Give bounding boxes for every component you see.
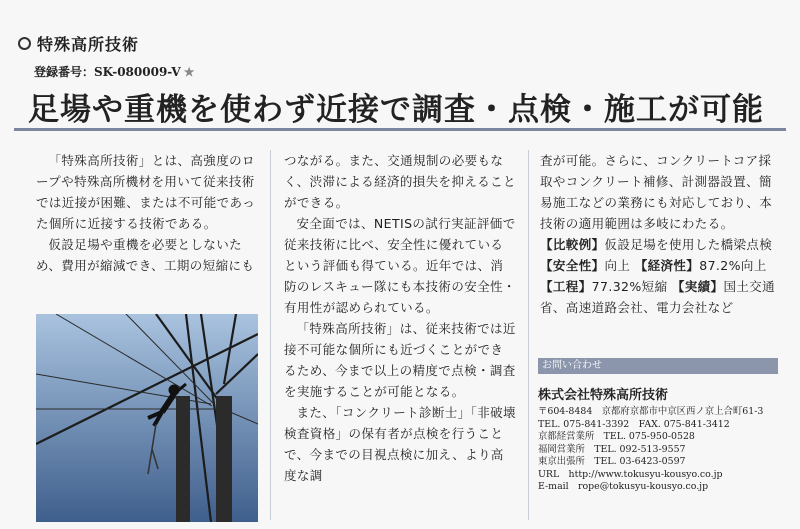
paragraph: 仮設足場や重機を必要としないため、費用が縮減でき、工期の短縮にも <box>36 237 255 273</box>
section-title <box>18 32 139 55</box>
phone-line: TEL. 075-841-3392 FAX. 075-841-3412 <box>538 418 730 430</box>
article-column-1 <box>36 150 258 276</box>
contact-header: お問い合わせ <box>538 358 778 374</box>
paragraph: 査が可能。さらに、コンクリートコア採取やコンクリート補修、計測器設置、簡易施工などの業務にも対応しており、本技術の適用範囲は多岐にわたる。 <box>540 153 773 231</box>
company-name: 株式会社特殊高所技術 <box>538 388 669 403</box>
economy-label: 【経済性】 <box>634 258 700 273</box>
comparison-text: 仮設足場を使用した橋梁点検 <box>604 237 773 252</box>
star-icon: ★ <box>183 65 195 79</box>
office-line: 東京出張所 TEL. 03-6423-0597 <box>538 456 686 467</box>
email-link[interactable]: E-mail rope@tokusyu-kousyo.co.jp <box>538 481 709 492</box>
schedule-text: 77.32%短縮 <box>591 279 668 294</box>
paragraph: つながる。また、交通規制の必要もなく、渋滞による経済的損失を抑えることができる。 <box>284 153 516 210</box>
safety-text: 向上 <box>604 258 631 273</box>
paragraph: また、「コンクリート診断士」「非破壊検査資格」の保有者が点検を行うことで、今までの目視点検に加え、より高度な調 <box>284 405 516 483</box>
rope-access-photo <box>36 314 258 522</box>
paragraph: 「特殊高所技術」とは、高強度のロープや特殊高所機材を用いて従来技術では近接が困難、または不可能であった個所に近接する技術である。 <box>36 153 256 231</box>
article-column-3 <box>540 150 780 318</box>
address-line: 〒604-8484 京都府京都市中京区西ノ京上合町61-3 <box>538 406 764 417</box>
paragraph: 「特殊高所技術」は、従来技術では近接不可能な個所にも近づくことができるため、今まで以上の精度で点検・調査を実施することが可能となる。 <box>284 321 516 399</box>
url-link[interactable]: URL http://www.tokusyu-kousyo.co.jp <box>538 468 723 480</box>
article-column-2 <box>284 150 516 486</box>
contact-details <box>538 406 788 494</box>
economy-text: 87.2%向上 <box>699 258 767 273</box>
office-line: 京都経営業所 TEL. 075-950-0528 <box>538 431 695 442</box>
headline-divider <box>14 128 786 131</box>
results-label: 【実績】 <box>671 279 724 294</box>
office-line: 福岡営業所 TEL. 092-513-9557 <box>538 443 686 455</box>
results-text: 国土交通省、高速道路会社、電力会社など <box>540 279 776 315</box>
bridge-cable-illustration <box>36 314 258 522</box>
paragraph: 安全面では、NETISの試行実証評価で従来技術に比べ、安全性に優れているという評価も得ている。近年では、消防のレスキュー隊にも本技術の安全性・有用性が認められている。 <box>284 216 516 315</box>
schedule-label: 【工程】 <box>540 279 592 294</box>
column-divider <box>270 150 271 520</box>
spec-list <box>540 234 780 318</box>
column-divider <box>528 150 529 520</box>
circle-bullet-icon <box>18 37 31 50</box>
section-title-text: 特殊高所技術 <box>37 35 140 54</box>
comparison-label: 【比較例】 <box>540 237 605 252</box>
safety-label: 【安全性】 <box>540 258 605 273</box>
registration-number: 登録番号：SK-080009-V ★ <box>34 65 195 79</box>
headline: 足場や重機を使わず近接で調査・点検・施工が可能 <box>28 92 764 128</box>
